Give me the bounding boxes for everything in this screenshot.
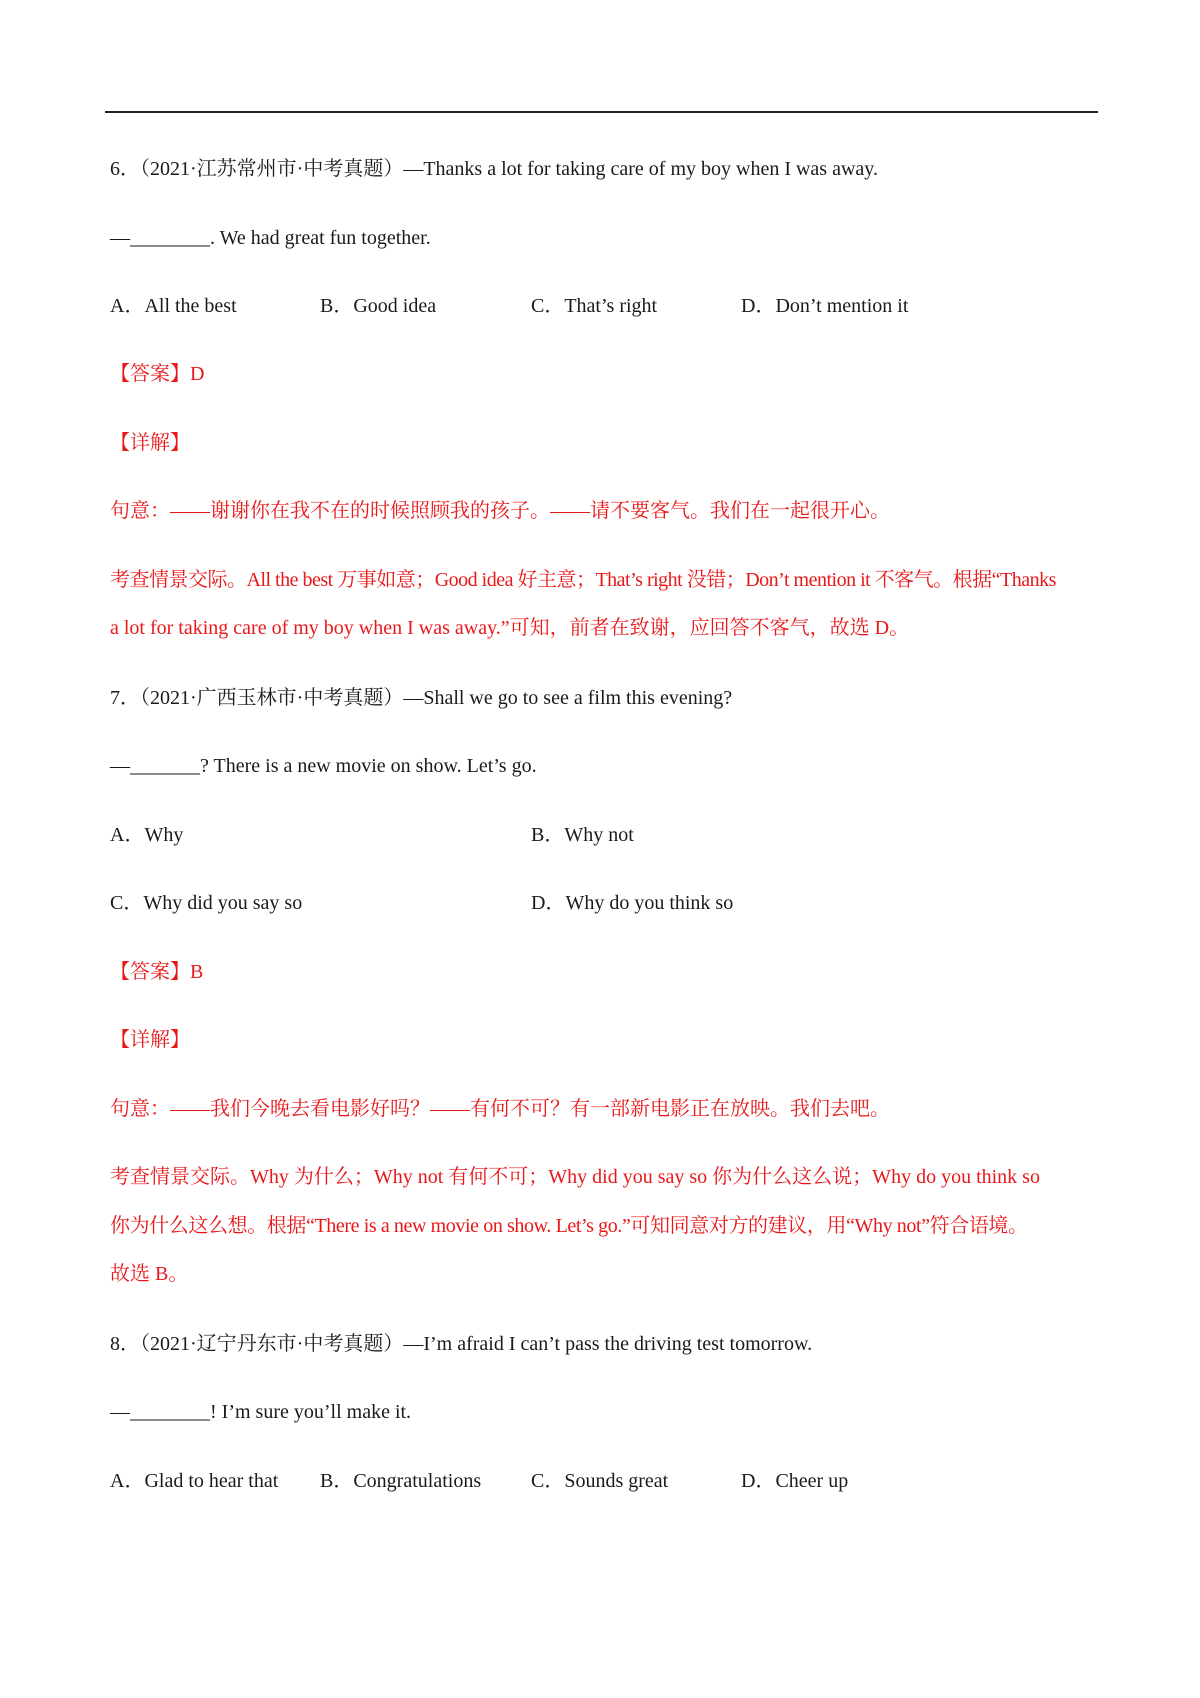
q8-stem: 8．（2021·辽宁丹东市·中考真题）—I’m afraid I can’t pass the driving test tomorrow. xyxy=(110,1333,813,1355)
q7-option-d: D．Why do you think so xyxy=(531,892,734,914)
q8-options xyxy=(110,1467,1100,1495)
q7-analysis-line-1: 考查情景交际。Why 为什么；Why not 有何不可；Why did you say so 你为什么这么说；Why do you think so xyxy=(110,1166,1040,1188)
q7-analysis-line-2: 你为什么这么想。根据“There is a new movie on show. Let’s go.”可知同意对方的建议，用“Why not”符合语境。 xyxy=(110,1215,1028,1237)
q6-meaning: 句意：——谢谢你在我不在的时候照顾我的孩子。——请不要客气。我们在一起很开心。 xyxy=(110,500,890,522)
q7-stem: 7．（2021·广西玉林市·中考真题）—Shall we go to see a film this evening? xyxy=(110,687,733,709)
q7-blank-line: —_______? There is a new movie on show. Let’s go. xyxy=(110,755,537,777)
q8-option-a: A．Glad to hear that xyxy=(110,1470,279,1492)
q6-options xyxy=(110,292,1100,320)
q8-option-c: C．Sounds great xyxy=(531,1470,669,1492)
q6-stem: 6．（2021·江苏常州市·中考真题）—Thanks a lot for taking care of my boy when I was away. xyxy=(110,158,878,180)
q8-blank-line: —________! I’m sure you’ll make it. xyxy=(110,1401,412,1423)
q6-option-d: D．Don’t mention it xyxy=(741,295,909,317)
q6-option-a: A．All the best xyxy=(110,295,237,317)
q7-meaning: 句意：——我们今晚去看电影好吗？——有何不可？有一部新电影正在放映。我们去吧。 xyxy=(110,1098,890,1120)
q6-option-b: B．Good idea xyxy=(320,295,437,317)
q6-option-c: C．That’s right xyxy=(531,295,658,317)
q7-option-b: B．Why not xyxy=(531,824,634,846)
q7-option-c: C．Why did you say so xyxy=(110,892,303,914)
q6-answer: 【答案】D xyxy=(110,363,205,385)
q7-option-a: A．Why xyxy=(110,824,184,846)
q6-explain-label: 【详解】 xyxy=(110,432,190,454)
q8-option-b: B．Congratulations xyxy=(320,1470,482,1492)
q7-answer: 【答案】B xyxy=(110,961,204,983)
q8-option-d: D．Cheer up xyxy=(741,1470,849,1492)
q7-explain-label: 【详解】 xyxy=(110,1029,190,1051)
q7-options-row-2 xyxy=(110,889,1100,917)
q6-analysis-line-1: 考查情景交际。All the best 万事如意；Good idea 好主意；That’s right 没错；Don’t mention it 不客气。根据“Thanks xyxy=(110,569,1056,591)
q6-analysis-line-2: a lot for taking care of my boy when I was away.”可知，前者在致谢，应回答不客气，故选 D。 xyxy=(110,617,910,639)
q7-analysis-line-3: 故选 B。 xyxy=(110,1263,189,1285)
header-rule xyxy=(105,111,1098,113)
q6-blank-line: —________. We had great fun together. xyxy=(110,227,431,249)
q7-options-row-1 xyxy=(110,821,1100,849)
